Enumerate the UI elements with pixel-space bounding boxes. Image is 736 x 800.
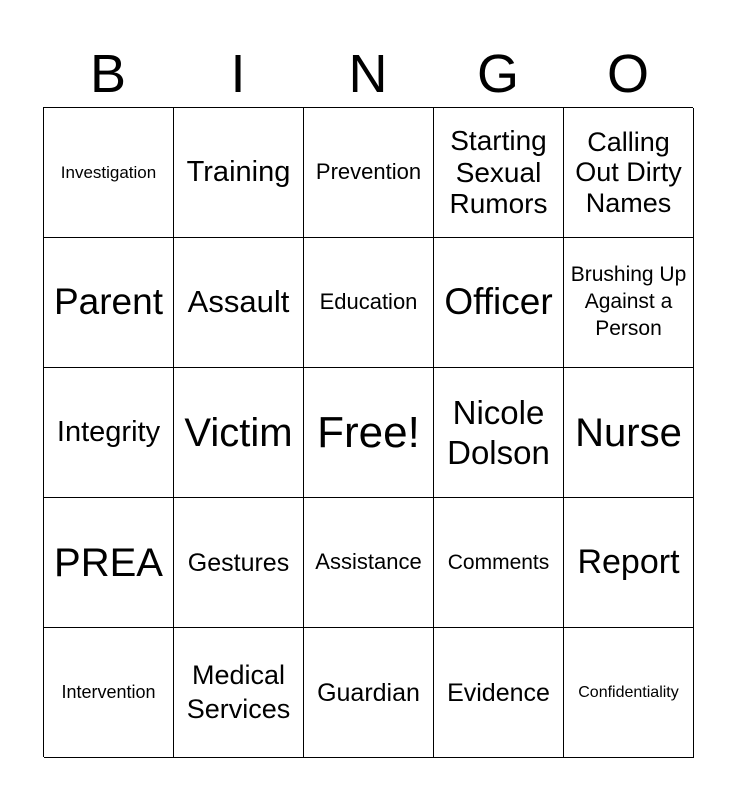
bingo-cell[interactable]: Confidentiality (564, 628, 694, 758)
bingo-cell[interactable]: Gestures (174, 498, 304, 628)
bingo-cell[interactable]: Assistance (304, 498, 434, 628)
bingo-cell[interactable]: Investigation (44, 108, 174, 238)
header-letter-g: G (476, 44, 519, 104)
free-space[interactable]: Free! (304, 368, 434, 498)
bingo-cell[interactable]: Parent (44, 238, 174, 368)
bingo-cell[interactable]: Comments (434, 498, 564, 628)
bingo-cell[interactable]: Medical Services (174, 628, 304, 758)
bingo-cell[interactable]: Training (174, 108, 304, 238)
bingo-cell[interactable]: Guardian (304, 628, 434, 758)
bingo-cell[interactable]: Education (304, 238, 434, 368)
bingo-header (43, 42, 693, 106)
header-letter-b: B (89, 44, 127, 104)
bingo-cell[interactable]: Officer (434, 238, 564, 368)
bingo-cell[interactable]: Prevention (304, 108, 434, 238)
bingo-cell[interactable]: Intervention (44, 628, 174, 758)
bingo-cell[interactable]: Nurse (564, 368, 694, 498)
bingo-board (43, 107, 693, 757)
bingo-cell[interactable]: Calling Out Dirty Names (564, 108, 694, 238)
header-letter-i: I (230, 44, 246, 104)
bingo-cell[interactable]: Brushing Up Against a Person (564, 238, 694, 368)
header-letter-o: O (606, 44, 649, 104)
bingo-cell[interactable]: Report (564, 498, 694, 628)
bingo-cell[interactable]: Integrity (44, 368, 174, 498)
bingo-cell[interactable]: Nicole Dolson (434, 368, 564, 498)
header-letter-n: N (348, 44, 388, 104)
bingo-cell[interactable]: PREA (44, 498, 174, 628)
bingo-cell[interactable]: Victim (174, 368, 304, 498)
bingo-cell[interactable]: Evidence (434, 628, 564, 758)
bingo-cell[interactable]: Starting Sexual Rumors (434, 108, 564, 238)
bingo-cell[interactable]: Assault (174, 238, 304, 368)
